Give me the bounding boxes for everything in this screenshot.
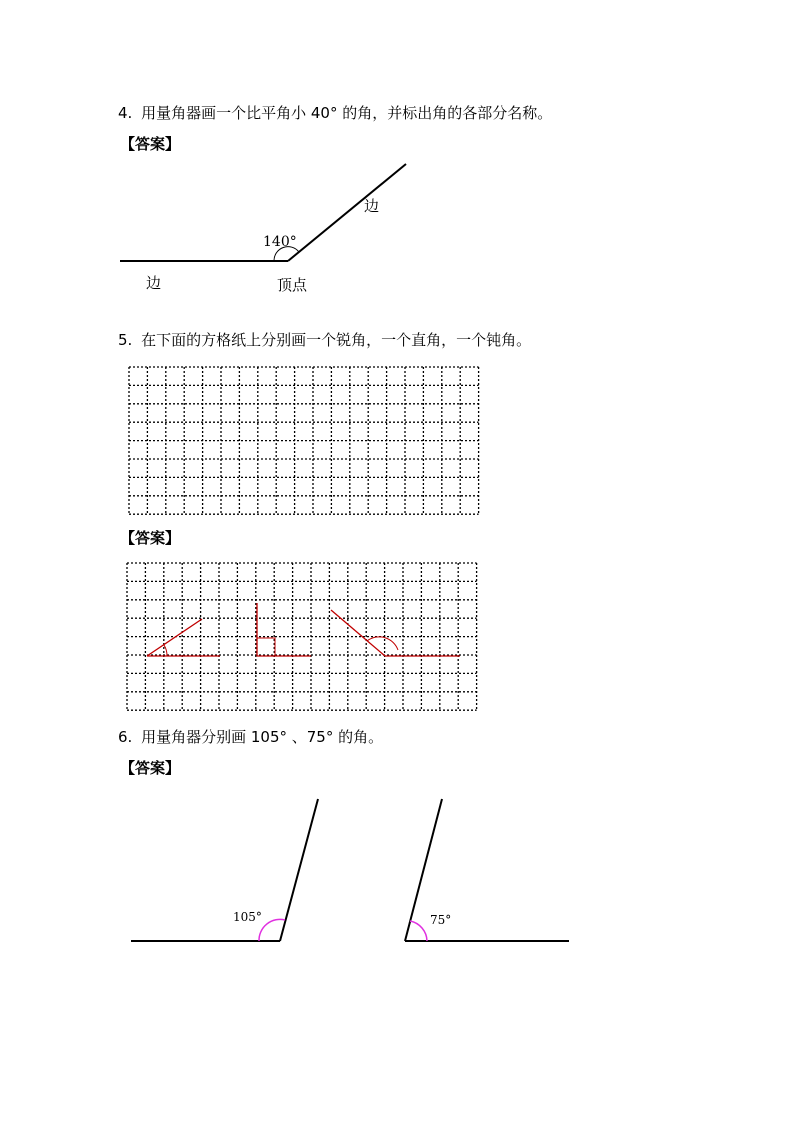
question-5-number: 5. [118, 331, 133, 349]
question-6-text: 用量角器分别画 105° 、75° 的角。 [141, 728, 384, 746]
question-6-answer-label: 【答案】 [120, 759, 181, 777]
question-5-text: 在下面的方格纸上分别画一个锐角，一个直角，一个钝角。 [141, 331, 532, 349]
angle-label-105: 105° [233, 910, 262, 924]
side-label-top: 边 [364, 197, 380, 215]
angle-label-75: 75° [430, 913, 452, 927]
angle-arc [410, 921, 427, 941]
angle-105 [131, 799, 318, 941]
angle-label-140: 140° [263, 234, 297, 250]
question-4-answer-label: 【答案】 [120, 135, 181, 153]
vertex-label: 顶点 [277, 276, 308, 294]
question-5-answer-label: 【答案】 [120, 529, 181, 547]
angle-75 [405, 799, 569, 941]
question-4-text: 用量角器画一个比平角小 40° 的角，并标出角的各部分名称。 [141, 104, 553, 122]
question-6-number: 6. [118, 728, 133, 746]
side-label-bottom: 边 [146, 274, 162, 292]
question-4-number: 4. [118, 104, 133, 122]
